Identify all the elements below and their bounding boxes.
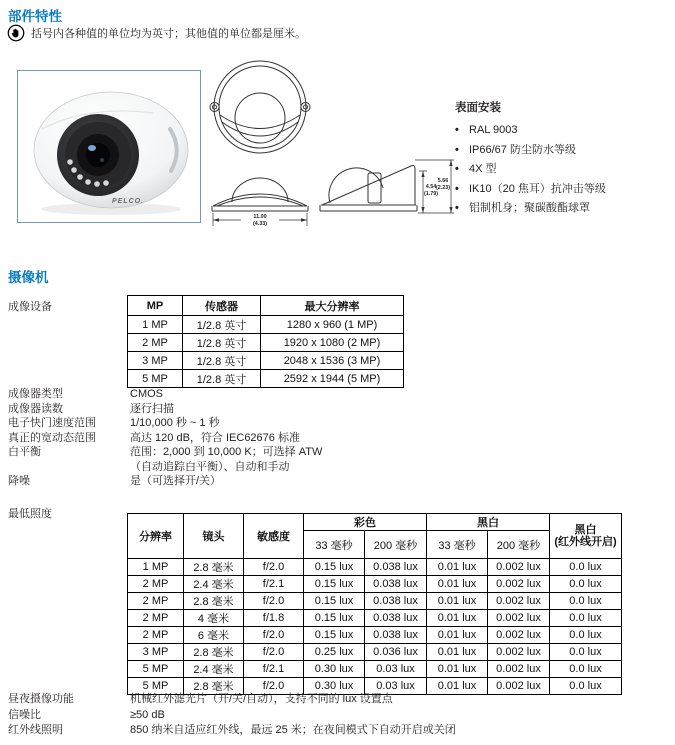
units-note-text: 括号内各种值的单位均为英寸；其他值的单位都是厘米。 — [31, 28, 306, 40]
table-group-header-row: 分辨率 镜头 敏感度 彩色 黑白 黑白 (红外线开启) — [128, 514, 622, 531]
table-subheader-row: 33 毫秒 200 毫秒 33 毫秒 200 毫秒 — [128, 531, 622, 559]
camera-illustration — [18, 71, 200, 222]
table-row: 3 MP 2.8 毫米 f/2.0 0.25 lux 0.036 lux 0.01 lux 0.002 lux 0.0 lux — [128, 644, 622, 661]
min-illumination-label: 最低照度 — [8, 508, 52, 520]
table-row: 2 MP 6 毫米 f/2.0 0.15 lux 0.038 lux 0.01 lux 0.002 lux 0.0 lux — [128, 627, 622, 644]
bullet-icon: • — [455, 143, 459, 156]
bullet-icon: • — [455, 124, 459, 136]
hand-note-icon — [7, 24, 25, 42]
dim-inner-cm: 4.54 — [425, 184, 437, 190]
table-row: 3 MP 1/2.8 英寸 2048 x 1536 (3 MP) — [128, 352, 404, 370]
table-row: 5 MP 1/2.8 英寸 2592 x 1944 (5 MP) — [128, 370, 404, 388]
spec-row: 昼夜摄像功能 机械红外滤光片（开/关/自动），支持不同的 lux 设置点 — [8, 693, 393, 705]
dim-width-cm: 11.00 — [253, 214, 267, 220]
spec-row: 白平衡 范围：2,000 到 10,000 K；可选择 ATW（自动追踪白平衡）、自动和手动 — [8, 446, 323, 473]
table-row: 2 MP 2.4 毫米 f/2.1 0.15 lux 0.038 lux 0.01 lux 0.002 lux 0.0 lux — [128, 576, 622, 593]
ir-on-header: 黑白 (红外线开启) — [550, 514, 622, 559]
table-row: 2 MP 1/2.8 英寸 1920 x 1080 (2 MP) — [128, 334, 404, 352]
spec-row: 降噪 是（可选择开/关） — [8, 475, 222, 487]
list-item: • IP66/67 防尘防水等级 — [455, 141, 670, 161]
table-row: 2 MP 4 毫米 f/1.8 0.15 lux 0.038 lux 0.01 lux 0.002 lux 0.0 lux — [128, 610, 622, 627]
product-photo — [17, 70, 201, 223]
min-illumination-table — [127, 513, 622, 695]
list-item: • 铝制机身；聚碳酸酯球罩 — [455, 199, 670, 219]
dim-width-in: (4.33) — [252, 221, 268, 227]
pelco-logo-text: PELCO. — [111, 198, 145, 205]
section-title-camera: 摄像机 — [8, 270, 49, 285]
spec-row: 成像器读数 逐行扫描 — [8, 402, 174, 415]
table-header-row: MP 传感器 最大分辨率 — [128, 296, 404, 316]
section-title-features: 部件特性 — [8, 9, 62, 24]
table-row: 5 MP 2.8 毫米 f/2.0 0.30 lux 0.03 lux 0.01 lux 0.002 lux 0.0 lux — [128, 678, 622, 695]
list-item: • RAL 9003 — [455, 121, 670, 141]
bullet-icon: • — [455, 163, 459, 175]
spec-row: 成像器类型 CMOS — [8, 388, 163, 400]
imaging-device-table — [127, 295, 404, 388]
table-row: 2 MP 2.8 毫米 f/2.0 0.15 lux 0.038 lux 0.01 lux 0.002 lux 0.0 lux — [128, 593, 622, 610]
list-item: • 4X 型 — [455, 160, 670, 180]
dimension-drawings — [205, 56, 457, 234]
spec-row: 红外线照明 850 纳米自适应红外线，最远 25 米；在夜间模式下自动开启或关闭 — [8, 724, 456, 736]
dim-outer-in: (2.23) — [435, 185, 451, 191]
list-item: • IK10（20 焦耳）抗冲击等级 — [455, 180, 670, 200]
dim-inner-in: (1.79) — [423, 191, 439, 197]
bullet-icon: • — [455, 182, 459, 195]
surface-mount-block — [455, 99, 670, 219]
dim-outer-cm: 5.66 — [437, 178, 449, 184]
camera-spec-list — [8, 387, 348, 489]
bottom-spec-list — [8, 692, 650, 739]
spec-row: 信噪比 ≥50 dB — [8, 708, 165, 721]
spec-row: 真正的宽动态范围 高达 120 dB，符合 IEC62676 标准 — [8, 431, 300, 444]
table-row: 1 MP 2.8 毫米 f/2.0 0.15 lux 0.038 lux 0.01 lux 0.002 lux 0.0 lux — [128, 559, 622, 576]
table-row: 1 MP 1/2.8 英寸 1280 x 960 (1 MP) — [128, 316, 404, 334]
spec-row: 电子快门速度范围 1/10,000 秒 ~ 1 秒 — [8, 417, 220, 429]
bullet-icon: • — [455, 202, 459, 214]
table-row: 5 MP 2.4 毫米 f/2.1 0.30 lux 0.03 lux 0.01 lux 0.002 lux 0.0 lux — [128, 661, 622, 678]
imaging-device-label: 成像设备 — [8, 301, 52, 313]
surface-mount-title: 表面安装 — [455, 102, 501, 114]
